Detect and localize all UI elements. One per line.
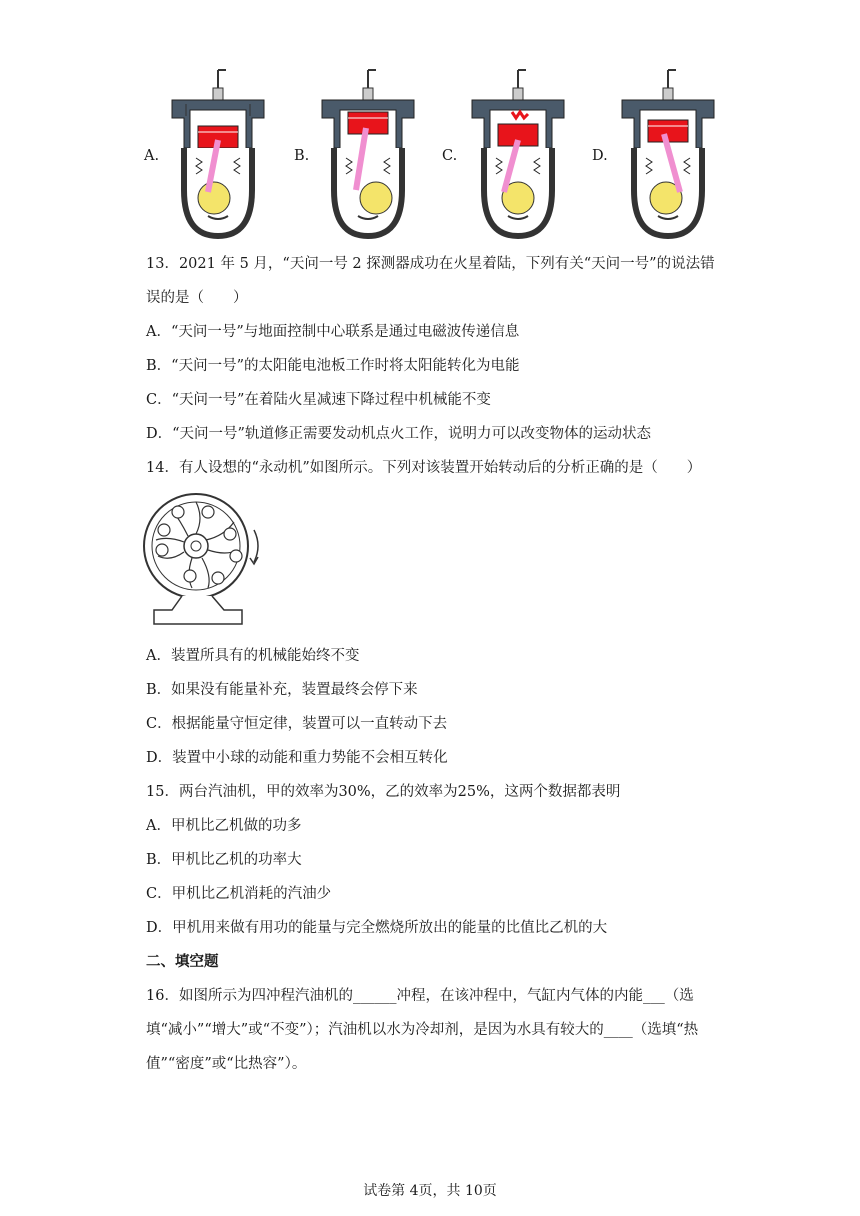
- q15-stem: 15．两台汽油机，甲的效率为30%，乙的效率为25%，这两个数据都表明: [146, 784, 621, 800]
- q13-option-c: C．“天问一号”在着陆火星减速下降过程中机械能不变: [146, 392, 491, 408]
- q13-option-d: D．“天问一号”轨道修正需要发动机点火工作，说明力可以改变物体的运动状态: [146, 426, 651, 442]
- page-footer: 试卷第 4页，共 10页: [363, 1183, 497, 1199]
- q13-option-b: B．“天问一号”的太阳能电池板工作时将太阳能转化为电能: [146, 358, 520, 374]
- q14-stem: 14．有人设想的“永动机”如图所示。下列对该装置开始转动后的分析正确的是（ ）: [146, 460, 702, 476]
- q14-option-c: C．根据能量守恒定律，装置可以一直转动下去: [146, 716, 448, 732]
- q14-option-b: B．如果没有能量补充，装置最终会停下来: [146, 682, 418, 698]
- engine-option-label-c: C.: [442, 148, 458, 164]
- q14-option-a: A．装置所具有的机械能始终不变: [146, 648, 360, 664]
- q13-option-a: A．“天问一号”与地面控制中心联系是通过电磁波传递信息: [146, 324, 520, 340]
- engine-diagram-b: [318, 68, 418, 240]
- engine-diagram-c: [468, 68, 568, 240]
- q15-option-a: A．甲机比乙机做的功多: [146, 818, 302, 834]
- q15-option-d: D．甲机用来做有用功的能量与完全燃烧所放出的能量的比值比乙机的大: [146, 920, 608, 936]
- engine-option-label-a: A.: [144, 148, 160, 164]
- q15-option-b: B．甲机比乙机的功率大: [146, 852, 302, 868]
- engine-option-label-d: D.: [592, 148, 608, 164]
- engine-diagram-d: [618, 68, 718, 240]
- engine-option-label-b: B.: [294, 148, 310, 164]
- q13-stem-line1: 13．2021 年 5 月，“天问一号 2 探测器成功在火星着陆，下列有关“天问一号”的说法错: [146, 256, 715, 272]
- q16-line3: 值”“密度”或“比热容”）。: [146, 1056, 307, 1072]
- q15-option-c: C．甲机比乙机消耗的汽油少: [146, 886, 332, 902]
- q13-stem-line2: 误的是（ ）: [146, 290, 248, 306]
- q16-line1: 16．如图所示为四冲程汽油机的______冲程，在该冲程中，气缸内气体的内能___（选: [146, 988, 694, 1004]
- q14-option-d: D．装置中小球的动能和重力势能不会相互转化: [146, 750, 448, 766]
- q16-line2: 填“减小”“增大”或“不变”）；汽油机以水为冷却剂，是因为水具有较大的____（选填“热: [146, 1022, 699, 1038]
- engine-diagram-a: [168, 68, 268, 240]
- section-title-fill-in: 二、填空题: [146, 953, 219, 970]
- perpetual-motion-wheel-figure: [142, 490, 272, 630]
